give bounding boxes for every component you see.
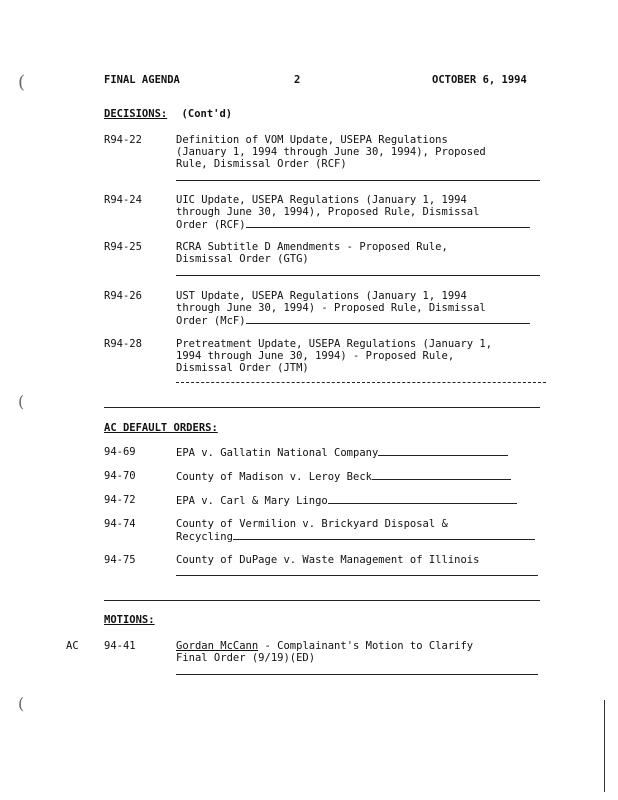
- signature-line: [176, 180, 540, 181]
- order-id: 94-74: [104, 518, 136, 530]
- decision-text: Definition of VOM Update, USEPA Regulations (January 1, 1994 through June 30, 1994), Proposed Rule, Dismissal Order (RCF): [176, 134, 486, 170]
- signature-line: [176, 575, 538, 576]
- signature-line: [246, 218, 530, 228]
- motion-id: 94-41: [104, 640, 136, 652]
- signature-line: [328, 494, 517, 504]
- party-name: Gordan McCann: [176, 640, 259, 652]
- decision-id: R94-26: [104, 290, 142, 302]
- decisions-cont-label: (Cont'd): [181, 108, 233, 120]
- decision-text: RCRA Subtitle D Amendments - Proposed Rule, Dismissal Order (GTG): [176, 241, 448, 265]
- scan-mark-bottom: (: [18, 694, 25, 713]
- section-divider: [104, 600, 540, 601]
- decision-id: R94-22: [104, 134, 142, 146]
- signature-line: [176, 275, 540, 276]
- decision-text: UST Update, USEPA Regulations (January 1, 1994 through June 30, 1994) - Proposed Rule, Dismissal Order (McF): [176, 290, 530, 327]
- scan-mark-middle: (: [18, 392, 25, 411]
- agenda-title: FINAL AGENDA: [104, 74, 180, 86]
- signature-line: [246, 314, 530, 324]
- order-text: EPA v. Gallatin National Company: [176, 446, 508, 459]
- decision-text: Pretreatment Update, USEPA Regulations (January 1, 1994 through June 30, 1994) - Proposed Rule, Dismissal Order (JTM): [176, 338, 493, 374]
- signature-line: [233, 530, 535, 540]
- agenda-date: OCTOBER 6, 1994: [432, 74, 527, 86]
- decision-text: UIC Update, USEPA Regulations (January 1, 1994 through June 30, 1994), Proposed Rule, Dismissal Order (RCF): [176, 194, 530, 231]
- ac-default-orders-heading: AC DEFAULT ORDERS:: [104, 422, 218, 434]
- scan-edge-line: [604, 700, 605, 792]
- decision-id: R94-25: [104, 241, 142, 253]
- order-id: 94-75: [104, 554, 136, 566]
- order-id: 94-72: [104, 494, 136, 506]
- decision-id: R94-24: [104, 194, 142, 206]
- signature-line: [372, 470, 511, 480]
- decisions-heading-label: DECISIONS:: [104, 108, 168, 120]
- signature-line: [176, 674, 538, 675]
- decision-id: R94-28: [104, 338, 142, 350]
- section-divider: [104, 407, 540, 408]
- motion-text: Gordan McCann - Complainant's Motion to Clarify Final Order (9/19)(ED): [176, 640, 474, 664]
- scan-mark-top: (: [18, 72, 26, 93]
- motion-prefix: AC: [66, 640, 79, 652]
- order-id: 94-70: [104, 470, 136, 482]
- order-id: 94-69: [104, 446, 136, 458]
- decisions-heading: [104, 108, 232, 120]
- order-text: County of Madison v. Leroy Beck: [176, 470, 511, 483]
- signature-line: [176, 382, 546, 383]
- motions-heading: MOTIONS:: [104, 614, 155, 626]
- signature-line: [378, 446, 508, 456]
- order-text: EPA v. Carl & Mary Lingo: [176, 494, 517, 507]
- order-text: County of DuPage v. Waste Management of Illinois: [176, 554, 480, 566]
- page-number: 2: [294, 74, 301, 86]
- order-text: County of Vermilion v. Brickyard Disposal & Recycling: [176, 518, 535, 543]
